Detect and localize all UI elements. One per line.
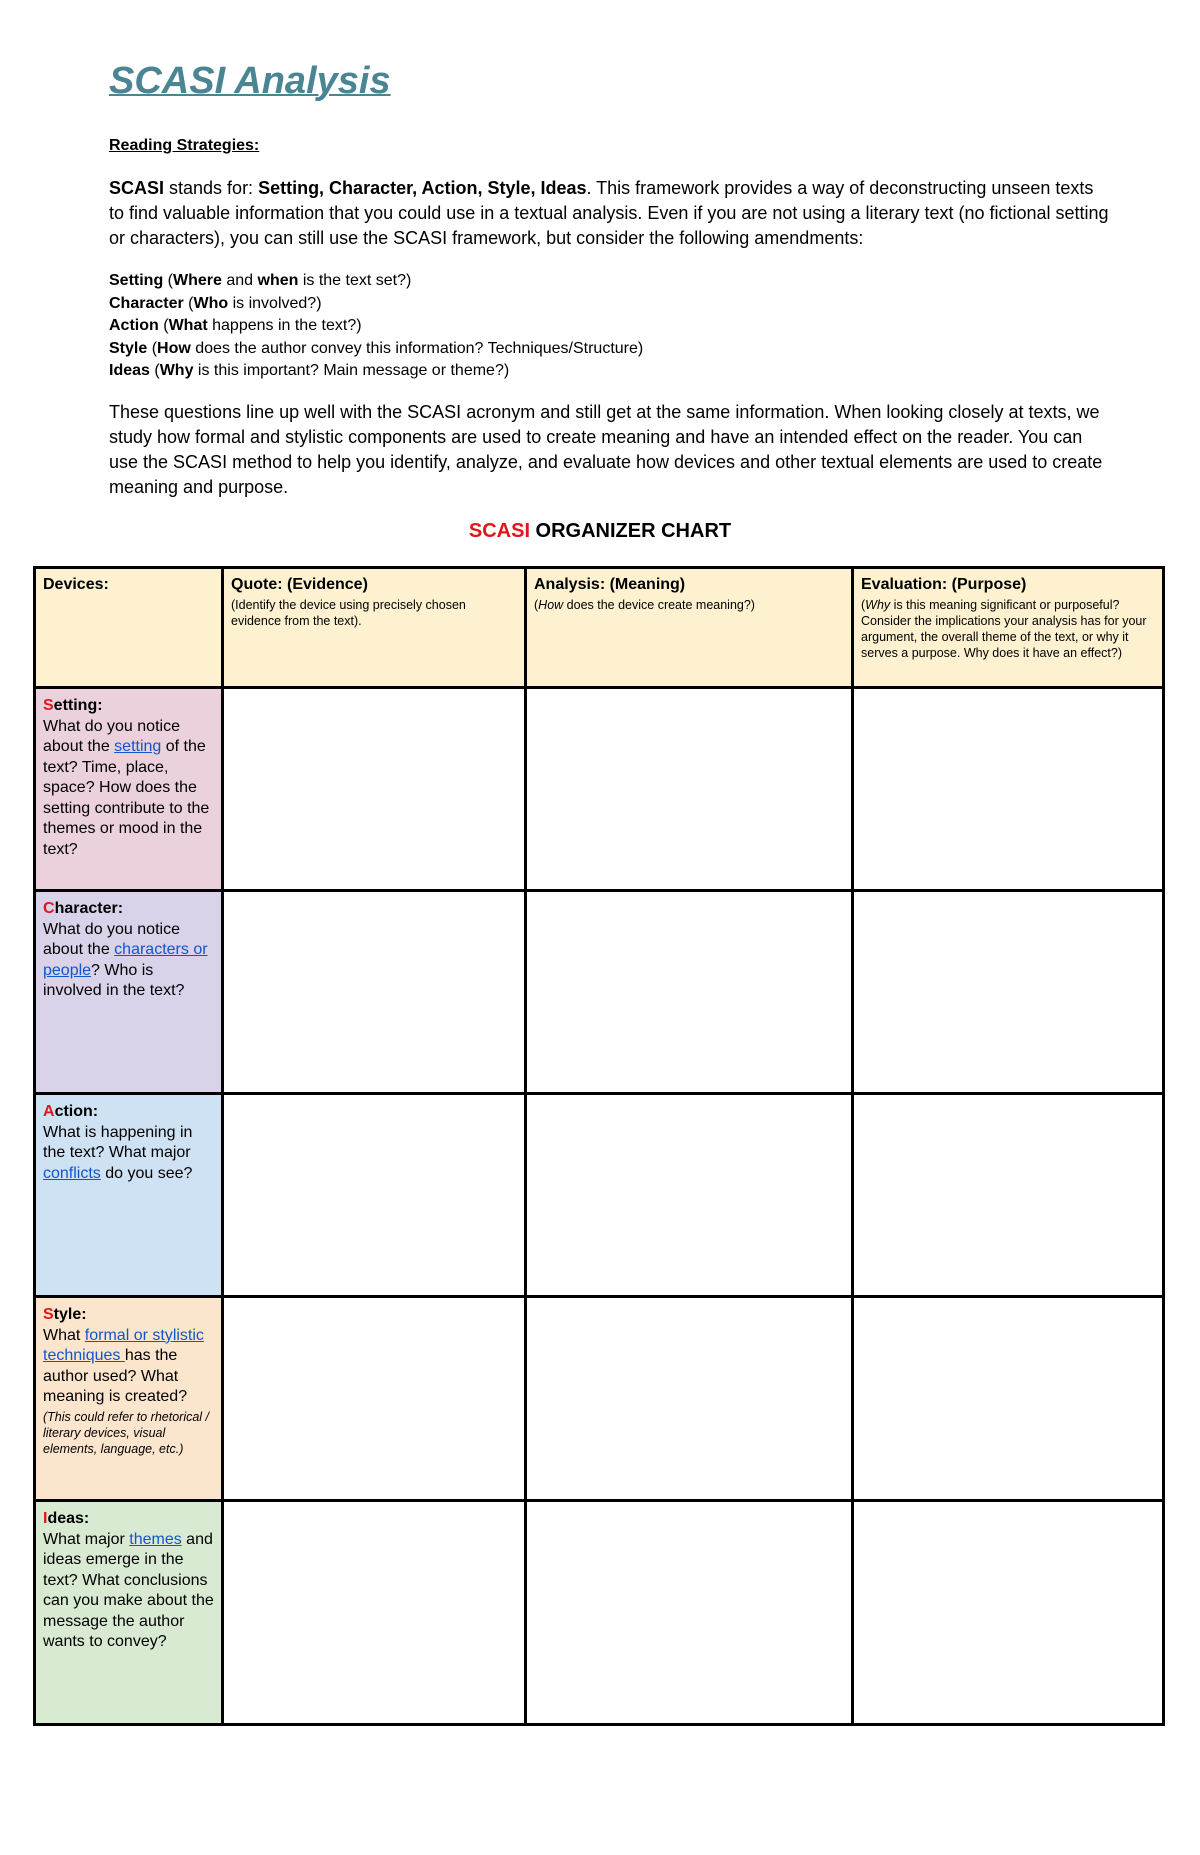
definition-text: is the text set?) (298, 272, 412, 289)
definition-text: ( (149, 362, 160, 379)
definition-term: Action (109, 317, 159, 334)
device-title-rest: deas: (47, 1510, 90, 1527)
organizer-chart (33, 566, 1165, 1726)
definition-term: Setting (109, 272, 164, 289)
description-text: What do you notice about the (43, 717, 180, 755)
chart-title-rest: ORGANIZER CHART (530, 520, 732, 542)
device-cell-setting (35, 688, 223, 891)
definition-text: is involved?) (228, 294, 322, 312)
subtitle-text: ( (534, 598, 539, 612)
row-character (35, 891, 1164, 1094)
definition-key: What (168, 317, 208, 334)
header-analysis-subtitle (534, 597, 845, 613)
analysis-cell-action[interactable] (526, 1094, 853, 1297)
device-title (43, 1509, 215, 1530)
style-note: (This could refer to rhetorical / literary devices, visual elements, language, etc.) (43, 1409, 210, 1456)
device-title (43, 696, 215, 717)
definition-ideas (109, 360, 643, 383)
header-evaluation-title: Evaluation: (Purpose) (861, 576, 1027, 593)
device-letter: A (43, 1103, 55, 1120)
device-title (43, 1305, 215, 1326)
quote-cell-style[interactable] (223, 1297, 526, 1501)
device-letter: S (43, 1306, 54, 1323)
header-quote (223, 568, 526, 688)
page-title: SCASI Analysis (109, 60, 391, 102)
header-quote-title: Quote: (Evidence) (231, 576, 368, 593)
definition-text: is this important? Main message or theme?) (193, 362, 510, 379)
definition-key: Why (159, 362, 194, 379)
analysis-cell-character[interactable] (526, 891, 853, 1094)
header-row (35, 568, 1164, 688)
definition-character (109, 293, 643, 316)
definition-text: ( (158, 317, 169, 334)
device-letter: C (43, 900, 55, 917)
evaluation-cell-style[interactable] (853, 1297, 1164, 1501)
description-text: do you see? (100, 1164, 193, 1182)
subtitle-emphasis: How (538, 598, 564, 612)
subtitle-emphasis: Why (865, 598, 891, 612)
quote-cell-setting[interactable] (223, 688, 526, 891)
definition-style (109, 338, 643, 361)
header-quote-subtitle: (Identify the device using precisely chosen evidence from the text). (231, 598, 466, 628)
description-text: What do you notice about the (43, 920, 180, 958)
device-description (43, 1123, 215, 1185)
definition-text: does the author convey this information? Techniques/Structure) (190, 339, 644, 357)
device-title (43, 1102, 215, 1123)
analysis-cell-ideas[interactable] (526, 1501, 853, 1725)
subtitle-text: is this meaning significant or purposeful? Consider the implications your analysis has for your argument, the overall theme of the text, or why it serves a purpose. Why does it have an effect?) (861, 598, 1147, 660)
definition-setting (109, 270, 643, 293)
device-letter: I (43, 1510, 48, 1527)
description-text: of the text? Time, place, space? How does the setting contribute to the themes or mood in the text? (43, 738, 210, 858)
device-description (43, 920, 215, 1002)
device-title-rest: ction: (54, 1103, 99, 1120)
row-action (35, 1094, 1164, 1297)
definition-text: ( (147, 339, 158, 357)
device-title-rest: etting: (53, 697, 103, 714)
description-text: What is happening in the text? What major (43, 1123, 193, 1161)
chart-title (0, 520, 1200, 543)
row-setting (35, 688, 1164, 891)
definition-text: ( (183, 294, 194, 312)
definition-term: Character (109, 294, 184, 312)
definition-term: Ideas (109, 362, 150, 379)
characters-link[interactable]: characters or people (43, 941, 208, 979)
description-text: What major (43, 1530, 130, 1548)
definition-key: Who (193, 294, 229, 312)
definition-key: Where (173, 272, 222, 289)
explanation-paragraph: These questions line up well with the SCASI acronym and still get at the same information. When looking closely at texts, we study how formal and stylistic components are used to create meaning and have an intended effect on the reader. You can use the SCASI method to help you identify, analyze, and evaluate how devices and other textual elements are used to create meaning and purpose. (109, 402, 1103, 497)
device-title-rest: haracter: (54, 900, 124, 917)
row-style (35, 1297, 1164, 1501)
device-title (43, 899, 215, 920)
techniques-link[interactable]: formal or stylistic techniques (43, 1326, 204, 1364)
header-evaluation-subtitle (861, 597, 1156, 661)
device-cell-style (35, 1297, 223, 1501)
analysis-cell-setting[interactable] (526, 688, 853, 891)
analysis-cell-style[interactable] (526, 1297, 853, 1501)
reading-strategies-heading: Reading Strategies: (109, 137, 260, 154)
intro-paragraph (109, 176, 1109, 251)
definition-key: How (157, 339, 191, 357)
subtitle-text: ( (861, 598, 866, 612)
definition-text: happens in the text?) (207, 317, 362, 334)
header-devices-title: Devices: (43, 576, 109, 593)
definition-action (109, 315, 643, 338)
quote-cell-action[interactable] (223, 1094, 526, 1297)
device-letter: S (43, 697, 54, 714)
chart-title-acronym: SCASI (468, 520, 530, 542)
definition-list (109, 270, 643, 383)
header-analysis-title: Analysis: (Meaning) (534, 576, 686, 593)
intro-expansion: Setting, Character, Action, Style, Ideas (258, 178, 587, 198)
definition-text: ( (163, 272, 173, 289)
conflicts-link[interactable]: conflicts (43, 1164, 101, 1182)
quote-cell-character[interactable] (223, 891, 526, 1094)
row-ideas (35, 1501, 1164, 1725)
description-text: What (43, 1326, 85, 1344)
intro-stands-for: stands for: (164, 178, 259, 198)
header-evaluation (853, 568, 1164, 688)
device-cell-character (35, 891, 223, 1094)
device-description (43, 1326, 215, 1408)
themes-link[interactable]: themes (129, 1530, 182, 1548)
description-text: ? Who is involved in the text? (43, 961, 185, 999)
setting-link[interactable]: setting (114, 738, 162, 755)
intro-acronym: SCASI (109, 178, 165, 198)
intro-rest: . This framework provides a way of deconstructing unseen texts to find valuable information that you could use in a textual analysis. Even if you are not using a literary text (no fictional setting or characters), you can still use the SCASI framework, but consider the following amendments: (109, 178, 1109, 248)
description-text: has the author used? What meaning is created? (43, 1347, 188, 1405)
device-title-rest: tyle: (53, 1306, 87, 1323)
quote-cell-ideas[interactable] (223, 1501, 526, 1725)
evaluation-cell-ideas[interactable] (853, 1501, 1164, 1725)
device-cell-action (35, 1094, 223, 1297)
definition-term: Style (109, 339, 148, 357)
header-analysis (526, 568, 853, 688)
description-text: and ideas emerge in the text? What conclusions can you make about the message the author wants to convey? (43, 1530, 214, 1650)
device-description (43, 1530, 215, 1653)
evaluation-cell-character[interactable] (853, 891, 1164, 1094)
device-description (43, 717, 215, 861)
subtitle-text: does the device create meaning?) (563, 598, 755, 612)
definition-key: when (257, 272, 299, 289)
evaluation-cell-action[interactable] (853, 1094, 1164, 1297)
definition-text: and (221, 272, 258, 289)
device-cell-ideas (35, 1501, 223, 1725)
evaluation-cell-setting[interactable] (853, 688, 1164, 891)
header-devices (35, 568, 223, 688)
